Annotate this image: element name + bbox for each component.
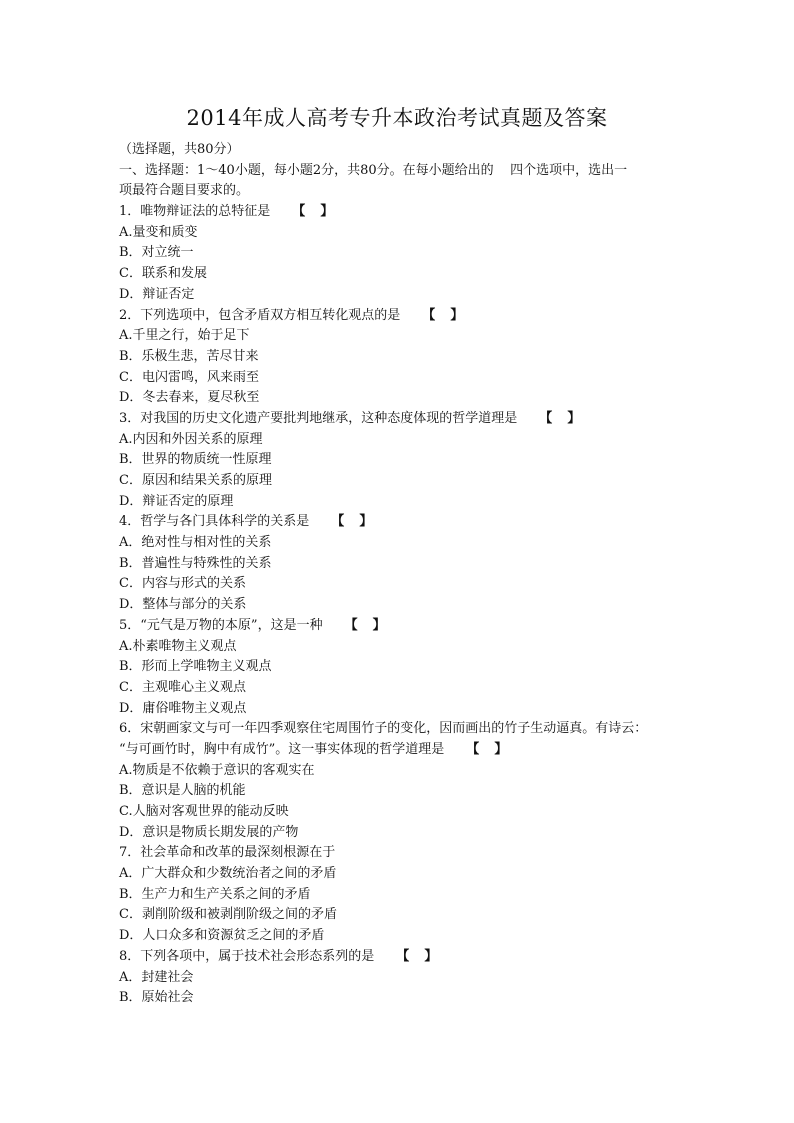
question-stem-continued: “与可画竹时，胸中有成竹”。这一事实体现的哲学道理是 【 】 (119, 740, 689, 761)
option: A．绝对性与相对性的关系 (119, 535, 272, 551)
option: C．剥削阶级和被剥削阶级之间的矛盾 (119, 907, 337, 923)
answer-bracket: 【 】 (466, 741, 510, 757)
instructions-line-2: 项最符合题目要求的。 (119, 183, 250, 199)
option: B．乐极生悲，苦尽甘来 (119, 348, 259, 364)
option: B．意识是人脑的机能 (119, 783, 246, 799)
section-subtitle: （选择题，共80分） (119, 142, 240, 157)
option: A.量变和质变 (119, 224, 198, 240)
option: B．普遍性与特殊性的关系 (119, 555, 272, 571)
question-stem: 1．唯物辩证法的总特征是 【 】 (119, 202, 689, 223)
option: B．形而上学唯物主义观点 (119, 659, 272, 675)
answer-bracket: 【 】 (292, 204, 336, 220)
option: D．辩证否定 (119, 286, 195, 302)
question-stem: 8．下列各项中，属于技术社会形态系列的是 【 】 (119, 947, 689, 968)
option: A．广大群众和少数统治者之间的矛盾 (119, 866, 337, 882)
page-title: 2014年成人高考专升本政治考试真题及答案 (186, 106, 608, 130)
option: D．辩证否定的原理 (119, 493, 234, 509)
question-stem: 2．下列选项中，包含矛盾双方相互转化观点的是 【 】 (119, 306, 689, 327)
answer-bracket: 【 】 (422, 307, 466, 323)
option: A.朴素唯物主义观点 (119, 638, 237, 654)
option: B．生产力和生产关系之间的矛盾 (119, 886, 311, 902)
answer-bracket: 【 】 (396, 948, 440, 964)
option: D．冬去春来，夏尽秋至 (119, 390, 260, 406)
exam-content (119, 140, 689, 1009)
option: D．整体与部分的关系 (119, 597, 247, 613)
question-stem: 6．宋朝画家文与可一年四季观察住宅周围竹子的变化，因而画出的竹子生动逼真。有诗云： (119, 721, 648, 737)
option: A.物质是不依赖于意识的客观实在 (119, 762, 315, 778)
option: C．电闪雷鸣，风来雨至 (119, 369, 259, 385)
answer-bracket: 【 】 (331, 514, 375, 530)
option: A．封建社会 (119, 969, 194, 985)
option: C．主观唯心主义观点 (119, 679, 246, 695)
answer-bracket: 【 】 (539, 410, 583, 426)
option: D．意识是物质长期发展的产物 (119, 824, 299, 840)
option: A.千里之行，始于足下 (119, 328, 250, 344)
option: C.人脑对客观世界的能动反映 (119, 804, 289, 819)
instructions-line-1: 一、选择题：1～40小题，每小题2分，共80分。在每小题给出的 四个选项中，选出一 (119, 162, 628, 178)
answer-bracket: 【 】 (344, 617, 388, 633)
option: D．庸俗唯物主义观点 (119, 700, 247, 716)
option: A.内因和外因关系的原理 (119, 431, 263, 447)
question-stem: 5．“元气是万物的本原”，这是一种 【 】 (119, 616, 689, 637)
option: B．世界的物质统一性原理 (119, 452, 272, 468)
option: B．对立统一 (119, 245, 194, 261)
question-stem: 4．哲学与各门具体科学的关系是 【 】 (119, 512, 689, 533)
option: B．原始社会 (119, 990, 194, 1006)
option: C．原因和结果关系的原理 (119, 473, 272, 488)
option: D．人口众多和资源贫乏之间的矛盾 (119, 928, 325, 944)
option: C．联系和发展 (119, 266, 207, 282)
option: C．内容与形式的关系 (119, 576, 246, 592)
question-stem: 3．对我国的历史文化遗产要批判地继承，这种态度体现的哲学道理是 【 】 (119, 409, 689, 430)
question-stem: 7．社会革命和改革的最深刻根源在于 (119, 845, 336, 861)
